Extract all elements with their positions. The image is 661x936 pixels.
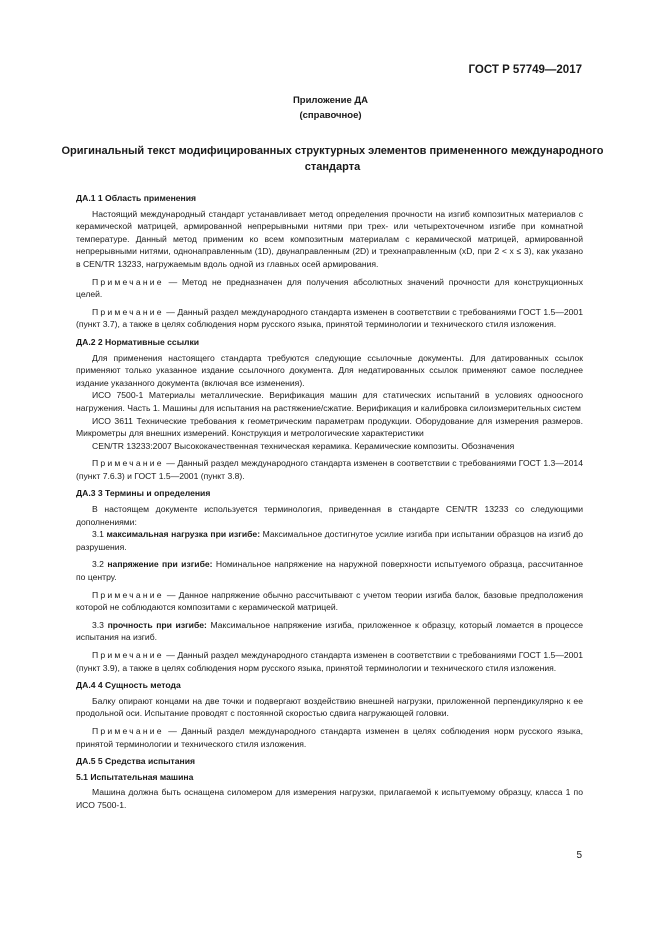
section-heading: ДА.1 1 Область применения: [76, 193, 197, 203]
paragraph: Балку опирают концами на две точки и подвергают воздействию внешней нагрузки, приложенной перпендикулярно к ее продольной оси. Испытание проводят с постоянной скоростью сдвига нагружающей головки.: [76, 695, 583, 719]
subsection-heading: 5.1 Испытательная машина: [76, 771, 194, 782]
note-text: — Данный раздел международного стандарта изменен в соответствии с требованиями ГОСТ 1.5—2001 (пункт 3.9), а также в целях соблюдения норм русского языка, принятой терминологии и технического стиля изложения.: [76, 650, 583, 673]
appendix-title: Приложение ДА: [292, 95, 369, 106]
note: [76, 725, 583, 750]
note-label: Примечание: [92, 276, 164, 287]
paragraph: Настоящий международный стандарт устанавливает метод определения прочности на изгиб композитных материалов с керамической матрицей, армированной непрерывными нитями при трех- или четырехточечном изгибе при комнатной температуре. Данный метод применим ко всем композитным материалам с керамической матрицей, армированной непрерывными нитями, однонаправленным (1D), двунаправленным (2D) и трехнаправленным (xD, при 2 < x ≤ 3), как указано в CEN/TR 13233, нагружаемым вдоль одной из главных осей армирования.: [76, 208, 583, 269]
paragraph: В настоящем документе используется терминология, приведенная в стандарте CEN/TR 13233 со следующими дополнениями:: [76, 504, 583, 527]
term-text: Максимальное напряжение изгиба, приложенное к образцу, который ломается в процессе испытания на изгиб.: [76, 619, 583, 643]
note: [76, 457, 583, 482]
note-text: — Данный раздел международного стандарта изменен в соответствии с требованиями ГОСТ 1.3—2014 (пункт 7.6.3) и ГОСТ 1.5—2001 (пункт 3.8).: [76, 458, 583, 481]
document-title: Оригинальный текст модифицированных структурных элементов примененного международного стандарта: [61, 145, 604, 173]
section-heading: ДА.5 5 Средства испытания: [76, 756, 196, 767]
reference-item: CEN/TR 13233:2007 Высококачественная техническая керамика. Керамические композиты. Обозначения: [92, 440, 515, 451]
term-name: максимальная нагрузка при изгибе:: [106, 529, 261, 540]
term-definition: [76, 619, 583, 644]
note-label: Примечание: [92, 725, 164, 736]
section-heading: ДА.2 2 Нормативные ссылки: [76, 336, 200, 347]
term-number: 3.1: [92, 529, 104, 540]
page-number: 5: [576, 850, 582, 861]
note: [76, 589, 583, 614]
term-number: 3.3: [92, 619, 104, 630]
section-heading: ДА.4 4 Сущность метода: [76, 680, 181, 691]
note-label: Примечание: [92, 458, 164, 469]
term-definition: [76, 528, 583, 553]
paragraph: Машина должна быть оснащена силомером для измерения нагрузки, прилагаемой к испытуемому образцу, класса 1 по ИСО 7500-1.: [76, 787, 583, 810]
note-label: Примечание: [92, 306, 164, 317]
note-text: — Данный раздел международного стандарта изменен в целях соблюдения норм русского языка, принятой терминологии и технического стиля изложения.: [76, 725, 583, 749]
note-text: — Данное напряжение обычно рассчитывают с учетом теории изгиба балок, базовые предположения которой не соблюдаются композитами с керамической матрицей.: [76, 589, 583, 613]
standard-code: ГОСТ Р 57749—2017: [468, 64, 582, 76]
document-body: [76, 190, 583, 812]
appendix-subtitle: (справочное): [299, 110, 362, 121]
term-name: напряжение при изгибе:: [107, 559, 213, 570]
term-definition: [76, 558, 583, 583]
section-heading: ДА.3 3 Термины и определения: [76, 488, 211, 499]
term-text: Максимальное достигнутое усилие изгиба при испытании образцов на изгиб до разрушения.: [76, 529, 584, 552]
note: [76, 306, 583, 331]
reference-item: ИСО 3611 Технические требования к геометрическим параметрам продукции. Оборудование для измерения размеров. Микрометры для внешних измерений. Конструкция и метрологические характеристики: [76, 415, 583, 439]
note-label: Примечание: [92, 589, 164, 600]
note-text: — Данный раздел международного стандарта изменен в соответствии с требованиями ГОСТ 1.5—2001 (пункт 3.7), а также в целях соблюдения норм русского языка, принятой терминологии и технического стиля изложения.: [76, 306, 583, 330]
paragraph: Для применения настоящего стандарта требуются следующие ссылочные документы. Для датированных ссылок применяют только указанное издание ссылочного документа. Для недатированных ссылок применяют самое последнее издание указанного документа (включая все изменения).: [76, 352, 583, 388]
term-name: прочность при изгибе:: [107, 619, 207, 630]
term-text: Номинальное напряжение на наружной поверхности испытуемого образца, рассчитанное по центру.: [76, 559, 583, 583]
reference-item: ИСО 7500-1 Материалы металлические. Верификация машин для статических испытаний в условиях одноосного нагружения. Часть 1. Машины для испытания на растяжение/сжатие. Верификация и калибровка силоизмерительных систем: [76, 390, 583, 413]
note-label: Примечание: [92, 650, 164, 660]
note: [76, 276, 583, 301]
term-number: 3.2: [92, 559, 104, 570]
note-text: — Метод не предназначен для получения абсолютных значений прочности для конструкционных целей.: [76, 276, 583, 300]
note: [76, 649, 583, 674]
